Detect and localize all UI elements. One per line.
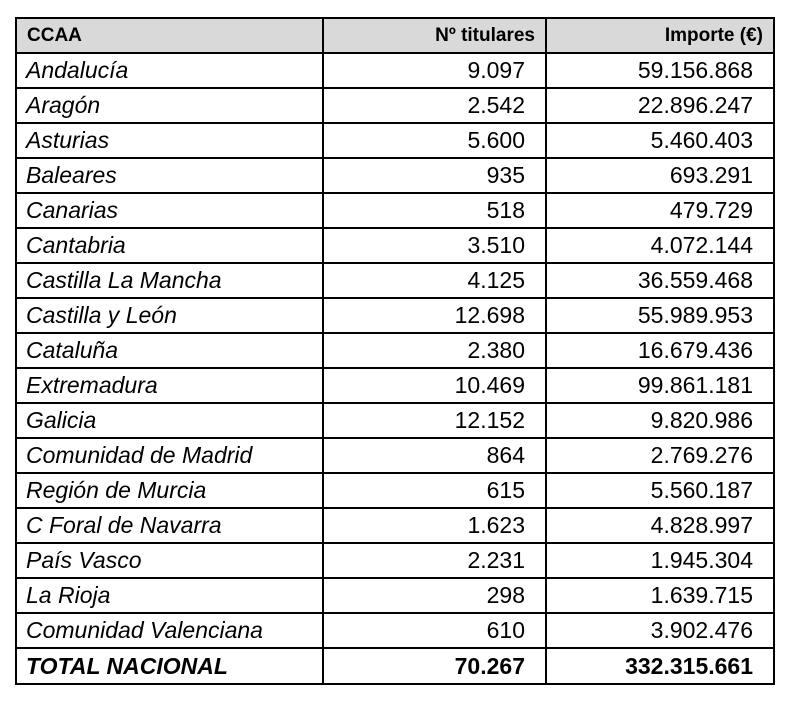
amount-cell: 4.828.997 — [546, 508, 774, 543]
region-cell: Canarias — [16, 193, 323, 228]
header-amount: Importe (€) — [546, 18, 774, 53]
holders-cell: 4.125 — [323, 263, 546, 298]
table-row — [16, 368, 774, 403]
amount-cell: 693.291 — [546, 158, 774, 193]
table-row — [16, 508, 774, 543]
holders-cell: 3.510 — [323, 228, 546, 263]
table-row — [16, 613, 774, 648]
holders-cell: 2.542 — [323, 88, 546, 123]
amount-cell: 479.729 — [546, 193, 774, 228]
holders-cell: 12.152 — [323, 403, 546, 438]
total-amount: 332.315.661 — [546, 648, 774, 684]
table-header — [16, 18, 774, 53]
amount-cell: 55.989.953 — [546, 298, 774, 333]
table-row — [16, 228, 774, 263]
holders-cell: 935 — [323, 158, 546, 193]
region-cell: Andalucía — [16, 53, 323, 88]
holders-cell: 2.231 — [323, 543, 546, 578]
amount-cell: 4.072.144 — [546, 228, 774, 263]
amount-cell: 36.559.468 — [546, 263, 774, 298]
table-row — [16, 263, 774, 298]
region-cell: País Vasco — [16, 543, 323, 578]
total-row — [16, 648, 774, 684]
region-cell: La Rioja — [16, 578, 323, 613]
table-footer — [16, 648, 774, 684]
region-cell: Asturias — [16, 123, 323, 158]
table-row — [16, 333, 774, 368]
region-cell: Castilla y León — [16, 298, 323, 333]
table-row — [16, 403, 774, 438]
table-row — [16, 438, 774, 473]
region-cell: Comunidad de Madrid — [16, 438, 323, 473]
table-row — [16, 298, 774, 333]
holders-cell: 615 — [323, 473, 546, 508]
holders-cell: 864 — [323, 438, 546, 473]
amount-cell: 3.902.476 — [546, 613, 774, 648]
regional-data-table — [15, 17, 775, 685]
holders-cell: 298 — [323, 578, 546, 613]
total-label: TOTAL NACIONAL — [16, 648, 323, 684]
holders-cell: 12.698 — [323, 298, 546, 333]
total-holders: 70.267 — [323, 648, 546, 684]
amount-cell: 1.945.304 — [546, 543, 774, 578]
table-row — [16, 158, 774, 193]
region-cell: Castilla La Mancha — [16, 263, 323, 298]
amount-cell: 5.560.187 — [546, 473, 774, 508]
header-holders: Nº titulares — [323, 18, 546, 53]
amount-cell: 99.861.181 — [546, 368, 774, 403]
holders-cell: 2.380 — [323, 333, 546, 368]
holders-cell: 1.623 — [323, 508, 546, 543]
table-row — [16, 88, 774, 123]
table-row — [16, 473, 774, 508]
table-row — [16, 53, 774, 88]
region-cell: C Foral de Navarra — [16, 508, 323, 543]
table-body — [16, 53, 774, 648]
table-row — [16, 193, 774, 228]
holders-cell: 10.469 — [323, 368, 546, 403]
table-row — [16, 578, 774, 613]
region-cell: Comunidad Valenciana — [16, 613, 323, 648]
header-region: CCAA — [16, 18, 323, 53]
amount-cell: 22.896.247 — [546, 88, 774, 123]
holders-cell: 9.097 — [323, 53, 546, 88]
holders-cell: 518 — [323, 193, 546, 228]
region-cell: Baleares — [16, 158, 323, 193]
amount-cell: 59.156.868 — [546, 53, 774, 88]
holders-cell: 5.600 — [323, 123, 546, 158]
region-cell: Aragón — [16, 88, 323, 123]
table-row — [16, 123, 774, 158]
region-cell: Galicia — [16, 403, 323, 438]
amount-cell: 2.769.276 — [546, 438, 774, 473]
amount-cell: 1.639.715 — [546, 578, 774, 613]
region-cell: Cantabria — [16, 228, 323, 263]
amount-cell: 16.679.436 — [546, 333, 774, 368]
amount-cell: 5.460.403 — [546, 123, 774, 158]
region-cell: Cataluña — [16, 333, 323, 368]
region-cell: Extremadura — [16, 368, 323, 403]
table-row — [16, 543, 774, 578]
region-cell: Región de Murcia — [16, 473, 323, 508]
header-row — [16, 18, 774, 53]
holders-cell: 610 — [323, 613, 546, 648]
amount-cell: 9.820.986 — [546, 403, 774, 438]
